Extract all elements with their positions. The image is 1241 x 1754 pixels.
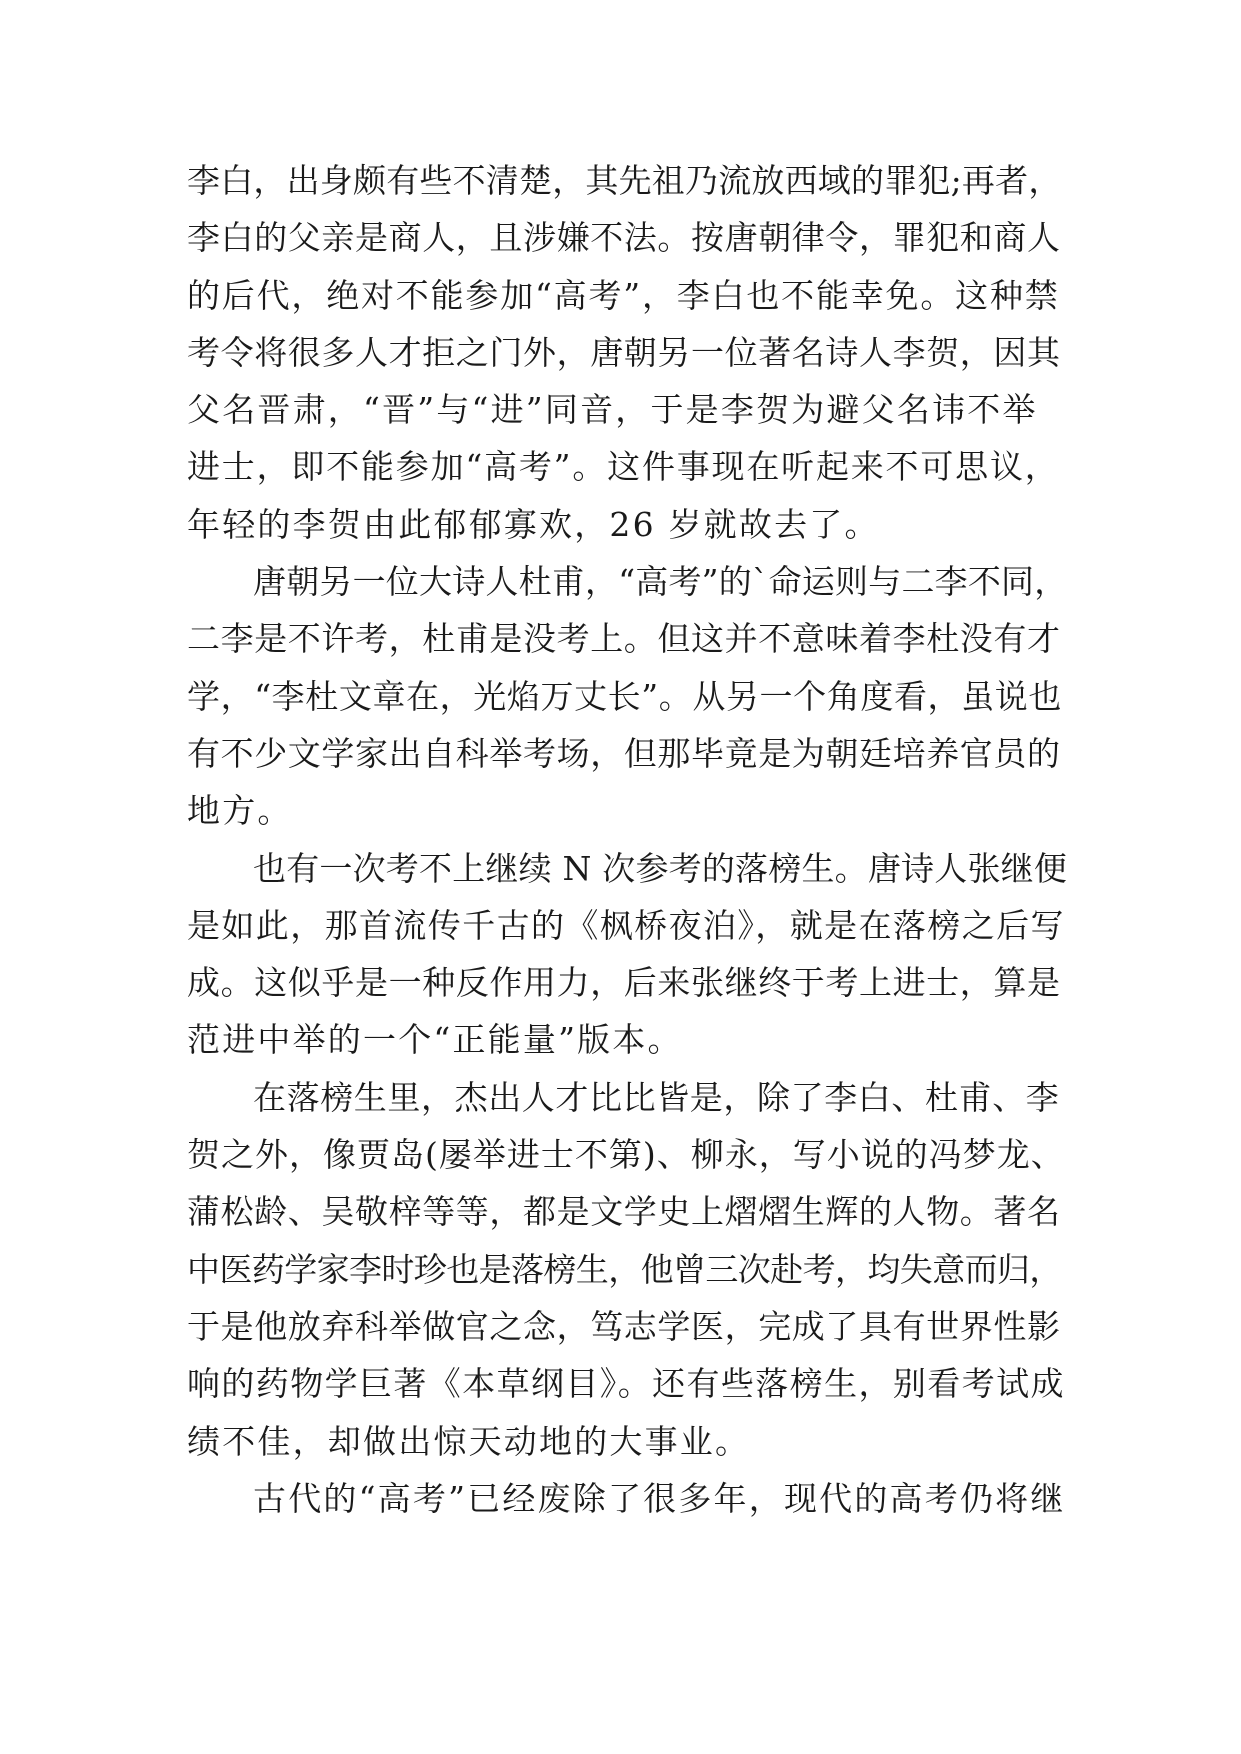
text-line: 也有一次考不上继续 N 次参考的落榜生。唐诗人张继便 xyxy=(253,848,1068,888)
text-line: 蒲松龄、吴敬梓等等，都是文学史上熠熠生辉的人物。著名 xyxy=(187,1192,1061,1232)
text-line: 父名晋肃，“晋”与“进”同音，于是李贺为避父名讳不举 xyxy=(187,390,1038,430)
text-line: 贺之外，像贾岛(屡举进士不第)、柳永，写小说的冯梦龙、 xyxy=(187,1135,1065,1175)
text-line: 绩不佳，却做出惊天动地的大事业。 xyxy=(187,1421,751,1461)
body-text xyxy=(187,152,1067,1527)
text-line: 李白，出身颇有些不清楚，其先祖乃流放西域的罪犯;再者， xyxy=(187,161,1062,200)
text-line: 古代的“高考”已经废除了很多年，现代的高考仍将继 xyxy=(253,1478,1066,1518)
text-line: 学，“李杜文章在，光焰万丈长”。从另一个角度看，虽说也 xyxy=(187,676,1062,716)
text-line: 二李是不许考，杜甫是没考上。但这并不意味着李杜没有才 xyxy=(187,619,1061,659)
text-line: 响的药物学巨著《本草纲目》。还有些落榜生，别看考试成 xyxy=(187,1364,1065,1404)
text-line: 有不少文学家出自科举考场，但那毕竟是为朝廷培养官员的 xyxy=(187,733,1061,773)
text-line: 是如此，那首流传千古的《枫桥夜泊》，就是在落榜之后写 xyxy=(187,905,1065,945)
text-line: 李白的父亲是商人，且涉嫌不法。按唐朝律令，罪犯和商人 xyxy=(187,218,1061,258)
text-line: 中医药学家李时珍也是落榜生，他曾三次赴考，均失意而归， xyxy=(187,1249,1062,1289)
text-line: 成。这似乎是一种反作用力，后来张继终于考上进士，算是 xyxy=(187,963,1061,1003)
text-line: 范进中举的一个“正能量”版本。 xyxy=(187,1020,683,1060)
text-line: 考令将很多人才拒之门外，唐朝另一位著名诗人李贺，因其 xyxy=(187,332,1061,372)
text-line: 唐朝另一位大诗人杜甫，“高考”的`命运则与二李不同， xyxy=(253,562,1068,602)
text-line: 年轻的李贺由此郁郁寡欢，26 岁就故去了。 xyxy=(187,504,880,544)
text-line: 地方。 xyxy=(187,791,293,831)
text-line: 于是他放弃科举做官之念，笃志学医，完成了具有世界性影 xyxy=(187,1306,1061,1346)
text-line: 在落榜生里，杰出人才比比皆是，除了李白、杜甫、李 xyxy=(253,1077,1060,1117)
text-line: 的后代，绝对不能参加“高考”，李白也不能幸免。这种禁 xyxy=(187,275,1060,315)
text-line: 进士，即不能参加“高考”。这件事现在听起来不可思议， xyxy=(187,447,1060,487)
